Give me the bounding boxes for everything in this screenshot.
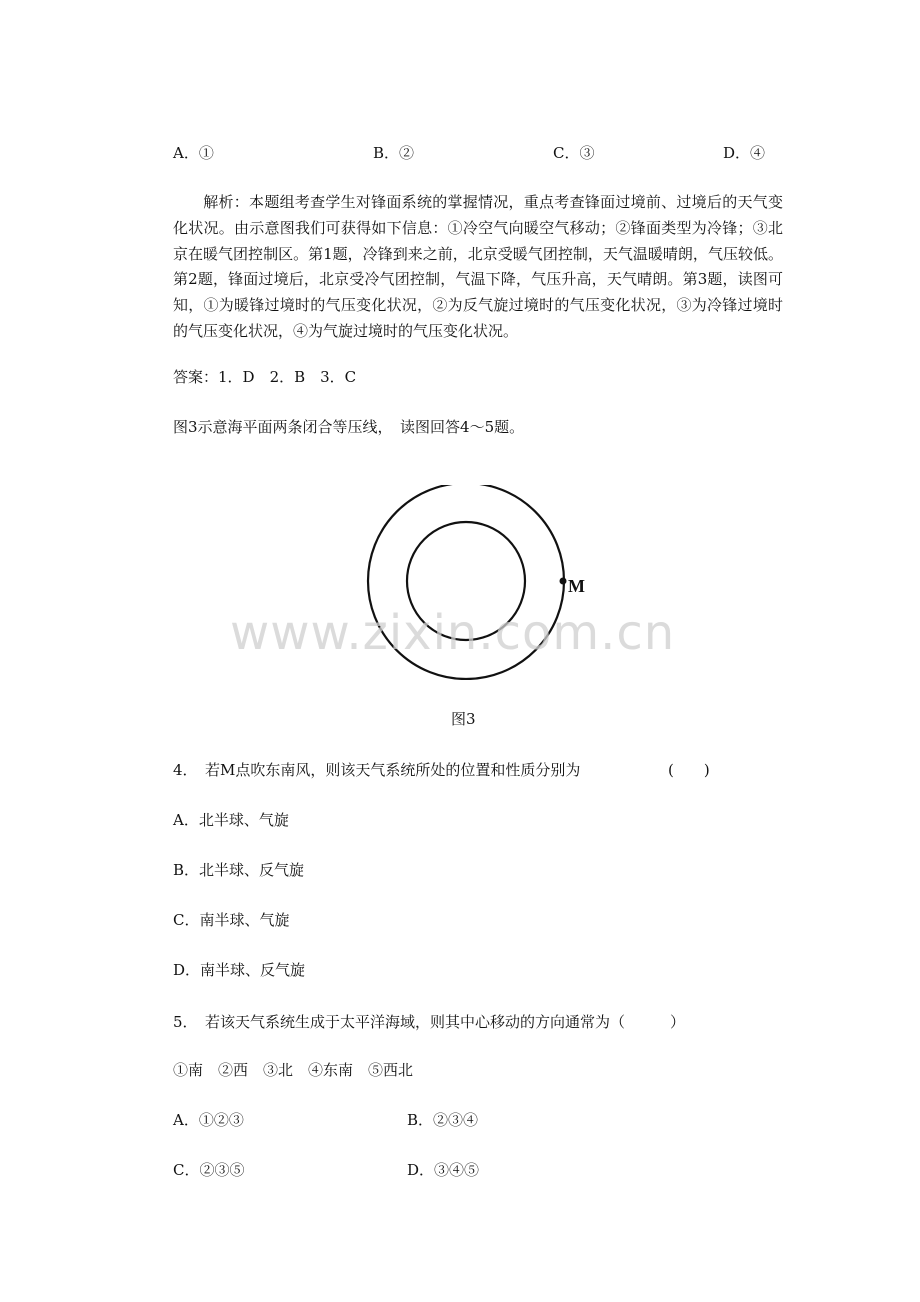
q4-option-c: C．南半球、气旋 [173,911,290,929]
q5-option-a: A．①②③ [173,1111,244,1129]
watermark: www.zixin.com.cn [230,605,676,661]
option-a: A．① [173,144,214,162]
q4-option-d: D．南半球、反气旋 [173,961,306,979]
analysis-paragraph [173,190,783,345]
point-m-label: M [568,576,585,596]
q5-choices: ①南 ②西 ③北 ④东南 ⑤西北 [173,1061,414,1079]
point-m-dot [560,578,567,585]
answer-line: 答案：1．D 2．B 3．C [173,368,357,386]
figure-caption: 图3 [451,710,476,728]
analysis-text: 解析：本题组考查学生对锋面系统的掌握情况，重点考查锋面过境前、过境后的天气变化状况。由示意图我们可获得如下信息：①冷空气向暖空气移动；②锋面类型为冷锋；③北京在暖气团控制区。第1题，冷锋到来之前，北京受暖气团控制，天气温暖晴朗，气压较低。第2题，锋面过境后，北京受冷气团控制，气温下降，气压升高，天气晴朗。第3题，读图可知，①为暖锋过境时的气压变化状况，②为反气旋过境时的气压变化状况，③为冷锋过境时的气压变化状况，④为气旋过境时的气压变化状况。 [173,193,783,340]
q5-option-c: C．②③⑤ [173,1161,245,1179]
figure-intro: 图3示意海平面两条闭合等压线， 读图回答4～5题。 [173,418,525,436]
q5-option-d: D．③④⑤ [407,1161,480,1179]
option-c: C．③ [553,144,595,162]
option-b: B．② [373,144,415,162]
q4-option-b: B．北半球、反气旋 [173,861,305,879]
q5-option-b: B．②③④ [407,1111,479,1129]
option-d: D．④ [723,144,766,162]
q4-stem: 4． 若M点吹东南风，则该天气系统所处的位置和性质分别为 [173,761,581,779]
q4-option-a: A．北半球、气旋 [173,811,289,829]
q4-answer-bracket: ( ) [668,761,710,779]
q5-stem: 5． 若该天气系统生成于太平洋海域，则其中心移动的方向通常为（ ） [173,1013,686,1031]
